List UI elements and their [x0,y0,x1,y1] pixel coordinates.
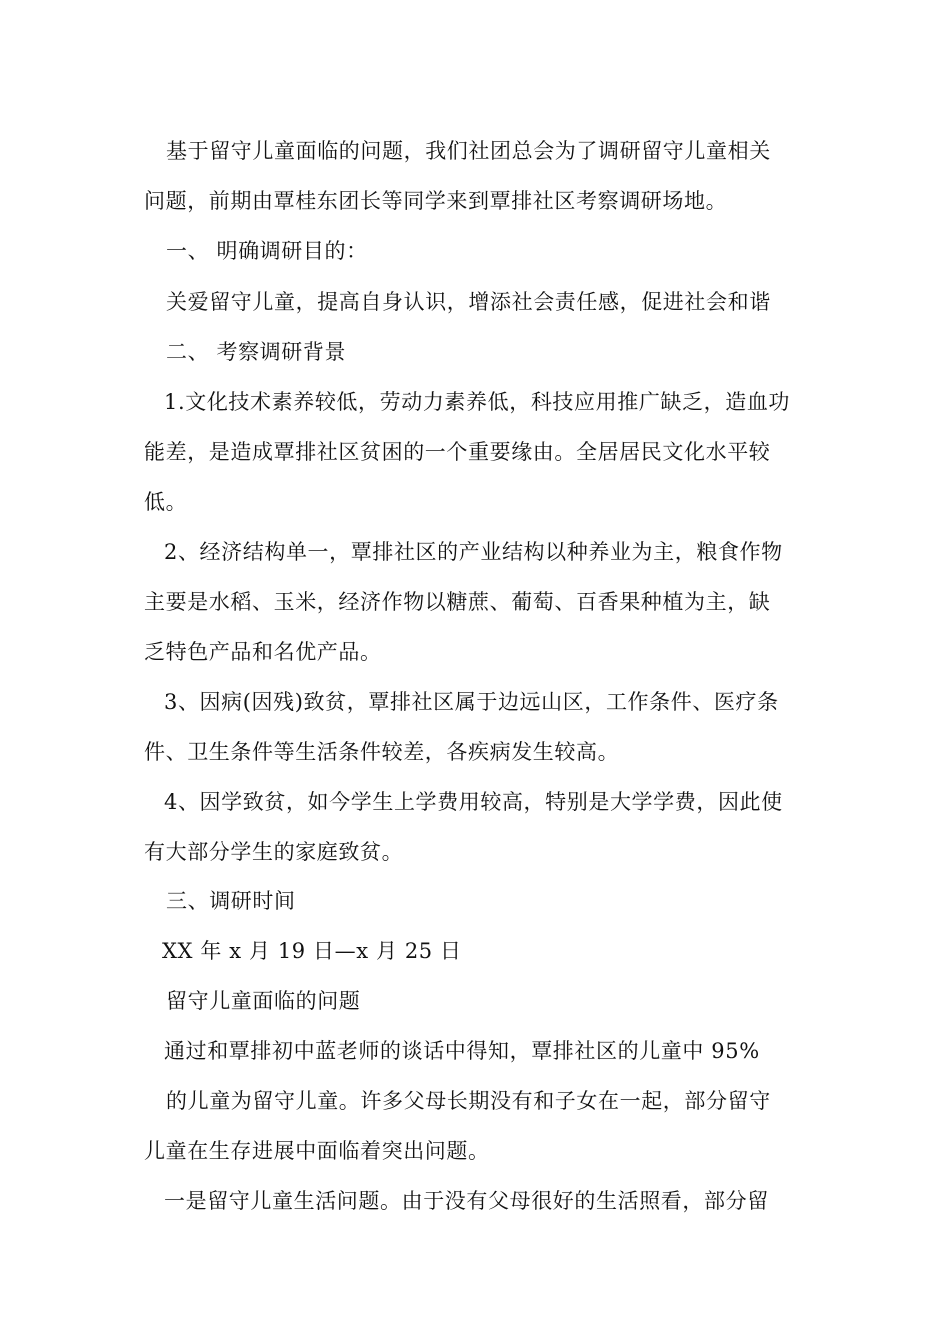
item-1-line-3: 低。 [144,490,188,514]
item-2-line-3: 乏特色产品和名优产品。 [144,640,382,664]
item-2-line-2: 主要是水稻、玉米，经济作物以糖蔗、葡萄、百香果种植为主，缺 [144,590,771,614]
section-heading-2: 二、 考察调研背景 [166,340,347,364]
section-heading-problems: 留守儿童面临的问题 [166,989,361,1013]
paragraph-intro-line-1: 基于留守儿童面临的问题，我们社团总会为了调研留守儿童相关 [166,139,771,163]
item-4-line-2: 有大部分学生的家庭致贫。 [144,840,404,864]
item-1-line-1: 1.文化技术素养较低，劳动力素养低，科技应用推广缺乏，造血功 [164,390,791,414]
item-2-line-1: 2、经济结构单一，覃排社区的产业结构以种养业为主，粮食作物 [164,540,783,564]
problems-paragraph-line-3: 儿童在生存进展中面临着突出问题。 [144,1139,490,1163]
section-heading-1: 一、 明确调研目的： [166,239,368,263]
item-4-line-1: 4、因学致贫，如今学生上学费用较高，特别是大学学费，因此使 [164,790,783,814]
paragraph-intro-line-2: 问题，前期由覃桂东团长等同学来到覃排社区考察调研场地。 [144,189,728,213]
research-purpose-text: 关爱留守儿童，提高自身认识，增添社会责任感，促进社会和谐 [166,290,771,314]
problems-paragraph-line-1: 通过和覃排初中蓝老师的谈话中得知，覃排社区的儿童中 95% [164,1039,760,1063]
item-1-line-2: 能差，是造成覃排社区贫困的一个重要缘由。全居居民文化水平较 [144,440,771,464]
problems-paragraph-line-2: 的儿童为留守儿童。许多父母长期没有和子女在一起，部分留守 [166,1089,771,1113]
research-time-text: XX 年 x 月 19 日—x 月 25 日 [162,939,462,963]
problem-one-line-1: 一是留守儿童生活问题。由于没有父母很好的生活照看，部分留 [164,1189,769,1213]
section-heading-3: 三、调研时间 [166,889,296,913]
item-3-line-1: 3、因病(因残)致贫，覃排社区属于边远山区，工作条件、医疗条 [164,690,779,714]
item-3-line-2: 件、卫生条件等生活条件较差，各疾病发生较高。 [144,740,620,764]
